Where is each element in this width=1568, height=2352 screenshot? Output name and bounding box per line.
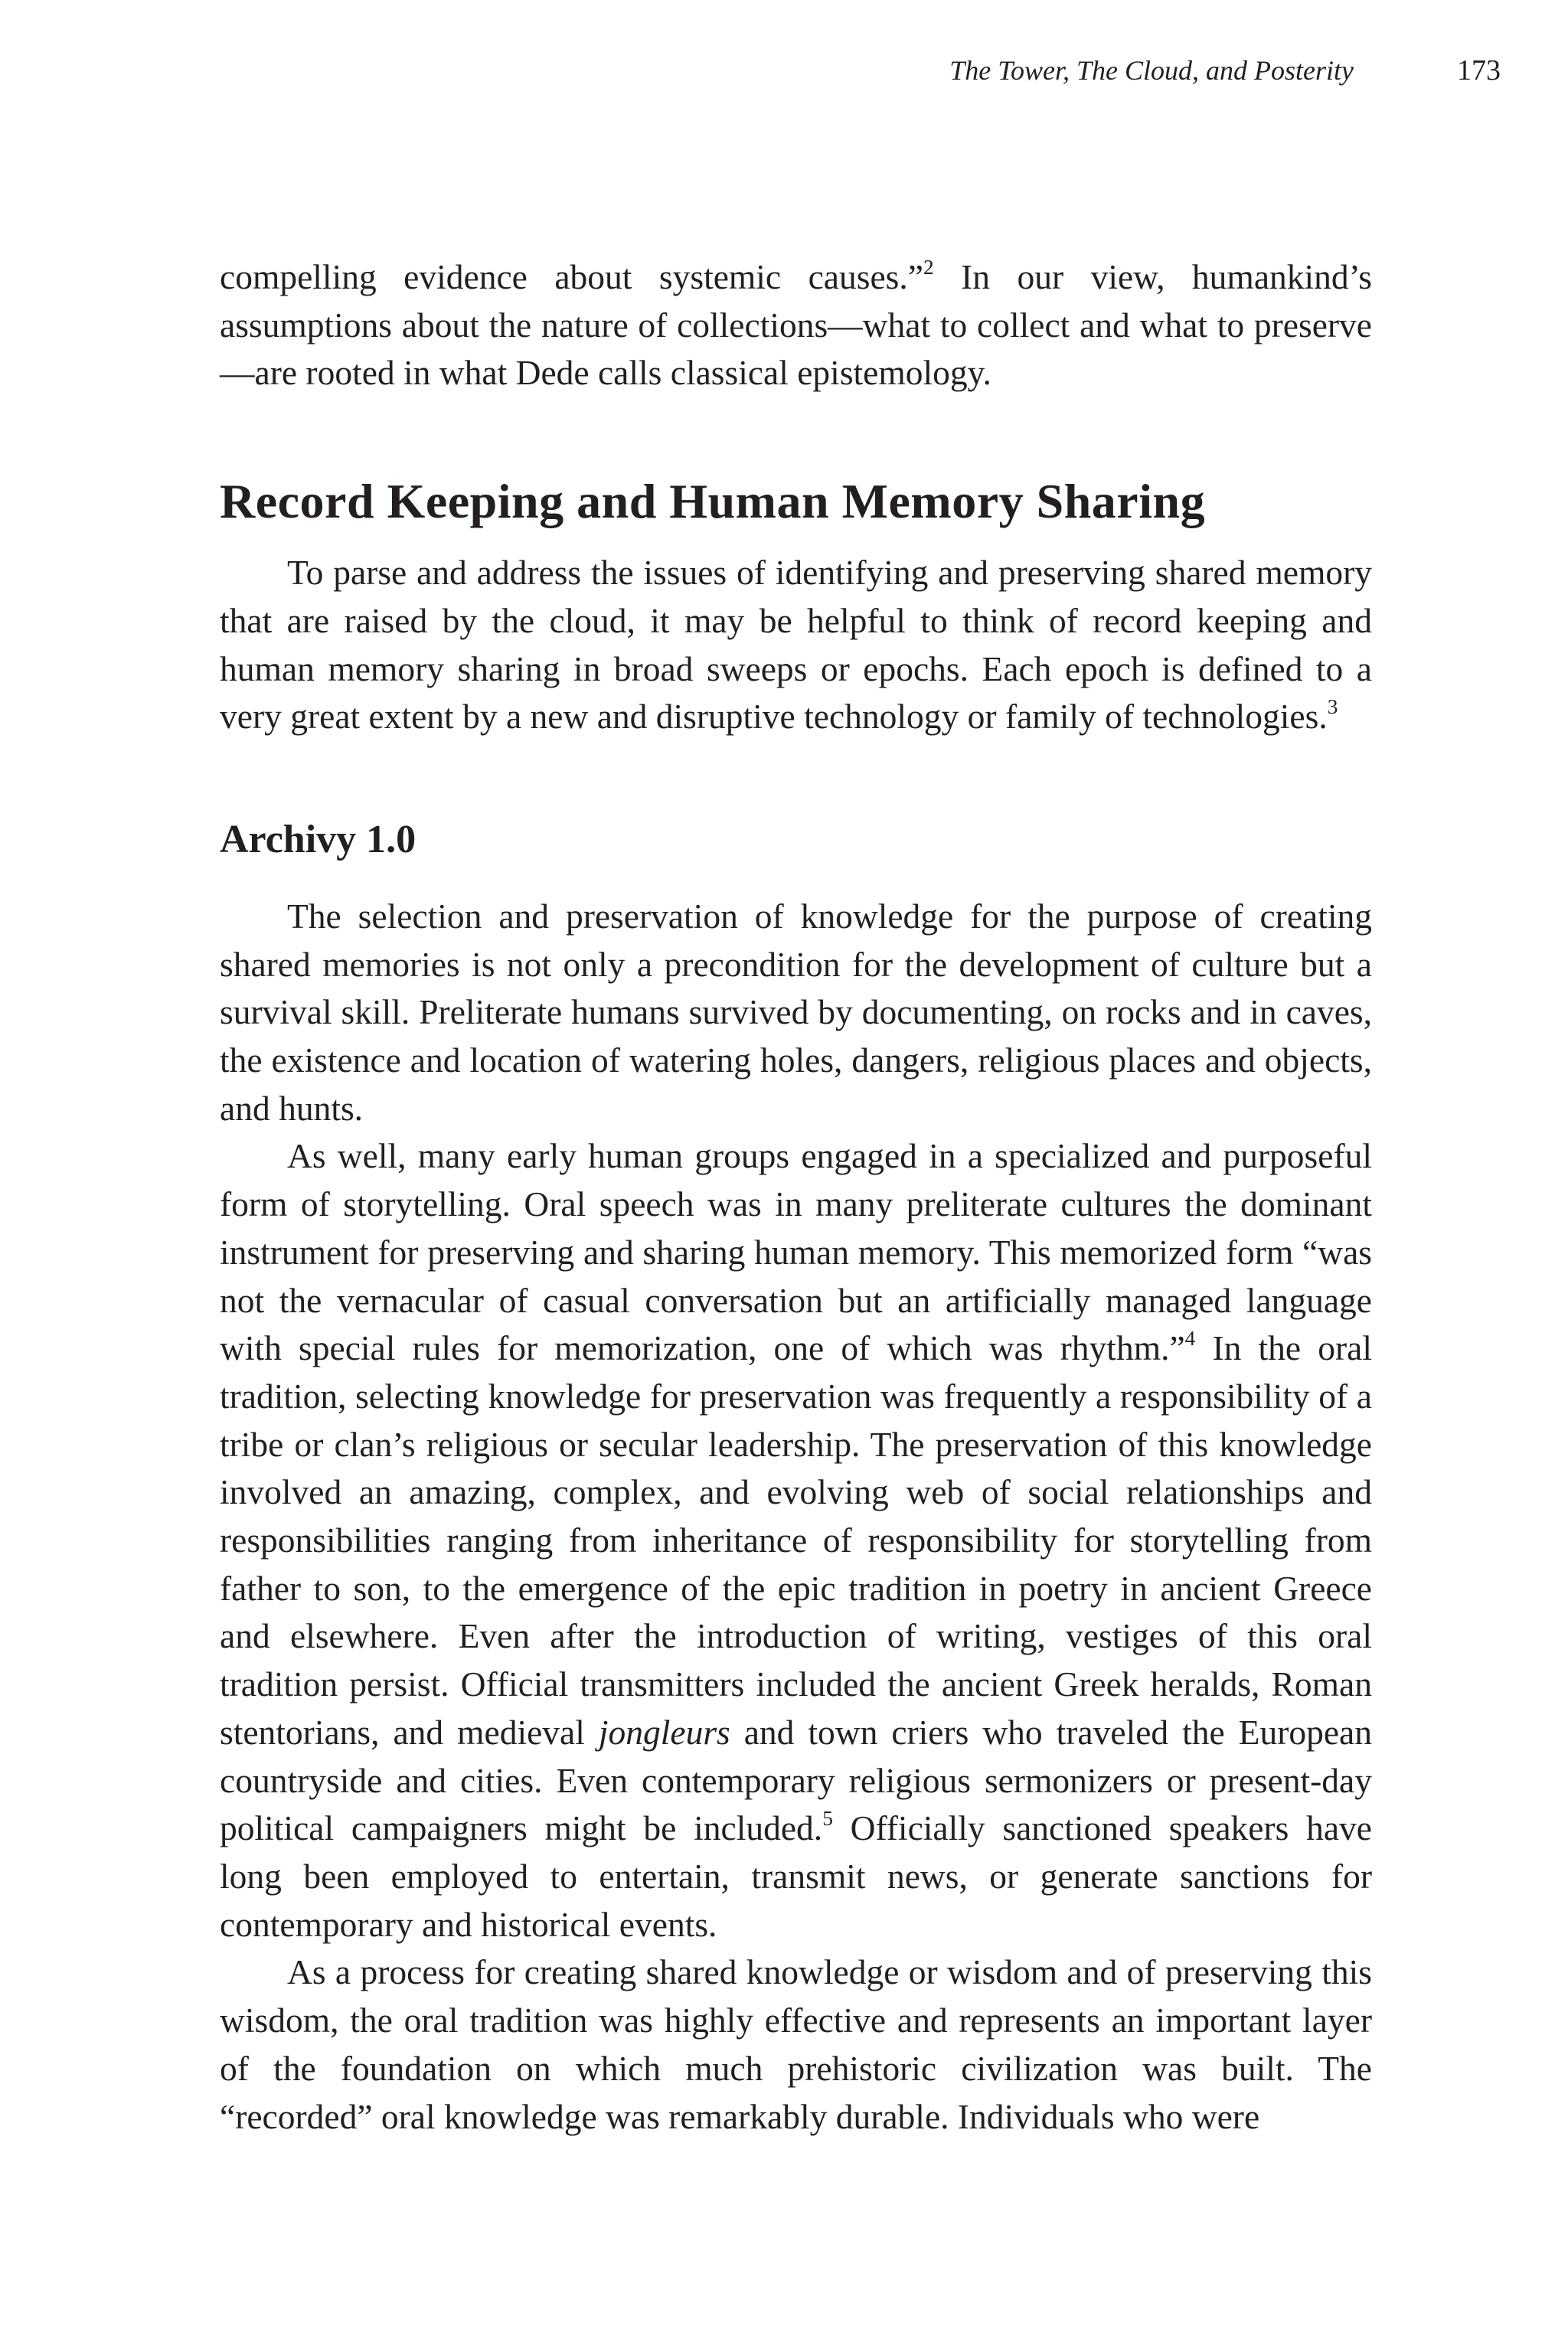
- running-head: [0, 47, 1568, 93]
- paragraph: The selection and preservation of knowledge for the purpose of creating shared memories is not only a precondition for the development of culture but a survival skill. Preliterate humans survived by documenting, on rocks and in caves, the existence and location of watering holes, dangers, religious places and objects, and hunts.: [220, 896, 1372, 1128]
- subsection-heading: Archivy 1.0: [220, 817, 416, 861]
- page-body: [220, 253, 1372, 2141]
- paragraph: To parse and address the issues of identifying and preserving shared memory that are raised by the cloud, it may be helpful to think of record keeping and human memory sharing in broad sweeps or epochs. Each epoch is defined to a very great extent by a new and disruptive technology or family of technologies.$^3$: [220, 553, 1372, 737]
- paragraph-continuation: compelling evidence about systemic causes.”$^2$ In our view, humankind’s assumptions about the nature of collections—what to collect and what to preserve—are rooted in what Dede calls classical epistemology.: [220, 255, 1373, 393]
- page-number: 173: [1457, 54, 1501, 87]
- paragraph: As well, many early human groups engaged in a specialized and purposeful form of storytelling. Oral speech was in many preliterate cultures the dominant instrument for preserving and sharing human memory. This memorized form “was not the vernacular of casual conversation but an artificially managed language with special rules for memorization, one of which was rhythm.”$^4$ In the oral tradition, selecting knowledge for preservation was frequently a responsibility of a tribe or clan’s religious or secular leadership. The preservation of this knowledge involved an amazing, complex, and evolving web of social relationships and responsibilities ranging from inheritance of responsibility for storytelling from father to son, to the emergence of the epic tradition in poetry in ancient Greece and elsewhere. Even after the introduction of writing, vestiges of this oral tradition persist. Official transmitters included the ancient Greek heralds, Roman stentorians, and medieval jongleurs and town criers who traveled the European countryside and cities. Even contemporary religious sermonizers or present-day political campaigners might be included.$^5$ Officially sanctioned speakers have long been employed to entertain, transmit news, or generate sanctions for contemporary and historical events.: [220, 1136, 1372, 1944]
- footnote-ref-5[interactable]: 5: [822, 1807, 833, 1831]
- paragraph: As a process for creating shared knowledge or wisdom and of preserving this wisdom, the oral tradition was highly effective and represents an important layer of the foundation on which much prehistoric civilization was built. The “recorded” oral knowledge was remarkably durable. Individuals who were: [220, 1952, 1372, 2136]
- italic-term: jongleurs: [598, 1712, 730, 1752]
- running-title: The Tower, The Cloud, and Posterity: [949, 55, 1354, 86]
- footnote-ref-3[interactable]: 3: [1327, 695, 1338, 719]
- footnote-ref-4[interactable]: 4: [1184, 1327, 1196, 1351]
- section-heading: Record Keeping and Human Memory Sharing: [220, 474, 1206, 529]
- footnote-ref-2[interactable]: 2: [923, 255, 934, 279]
